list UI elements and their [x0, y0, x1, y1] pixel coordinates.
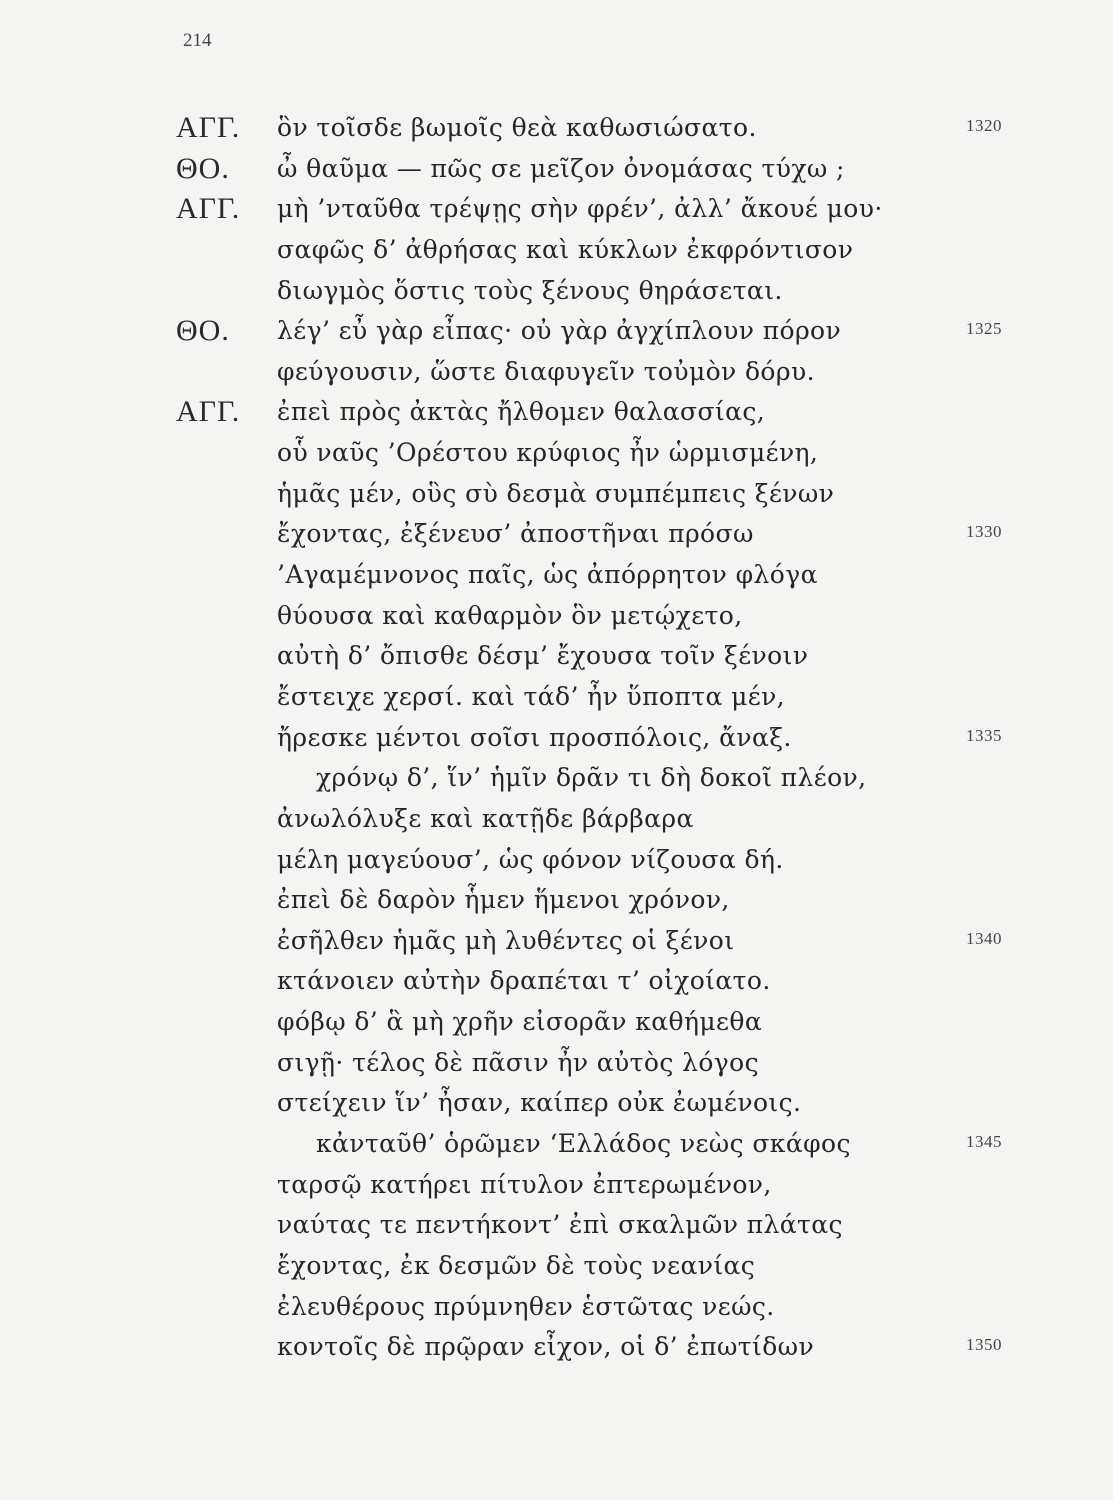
verse-line — [0, 921, 1113, 962]
verse-text: ἐπεὶ δὲ δαρὸν ἧμεν ἥμενοι χρόνον, — [277, 885, 730, 915]
verse-line — [0, 1165, 1113, 1206]
verse-line — [0, 230, 1113, 271]
verse-text: ἐλευθέρους πρύμνηθεν ἑστῶτας νεώς. — [277, 1291, 775, 1321]
verse-line — [0, 1043, 1113, 1084]
line-number: 1350 — [966, 1335, 1002, 1355]
verse-line — [0, 758, 1113, 799]
verse-text: ναύτας τε πεντήκοντ’ ἐπὶ σκαλμῶν πλάτας — [277, 1210, 843, 1240]
verse-text: οὗ ναῦς ’Ορέστου κρύφιος ἦν ὡρμισμένη, — [277, 438, 819, 468]
speaker-label: ΑΓΓ. — [176, 395, 241, 429]
verse-text: ὃν τοῖσδε βωμοῖς θεὰ καθωσιώσατο. — [277, 113, 757, 142]
verse-text: ὦ θαῦμα — πῶς σε μεῖζον ὀνομάσας τύχω ; — [277, 153, 845, 183]
verse-line — [0, 189, 1113, 230]
verse-text: ἀνωλόλυξε καὶ κατῇδε βάρβαρα — [277, 803, 694, 833]
verse-line — [0, 433, 1113, 474]
verse-line — [0, 1327, 1113, 1368]
verse-line — [0, 1287, 1113, 1328]
line-number: 1335 — [966, 725, 1002, 745]
verse-line — [0, 880, 1113, 921]
verse-text: ἔχοντας, ἐξένευσ’ ἀποστῆναι πρόσω — [277, 519, 754, 549]
verse-line — [0, 1083, 1113, 1124]
verse-line — [0, 840, 1113, 881]
verse-line — [0, 514, 1113, 555]
verse-line — [0, 311, 1113, 352]
verse-line — [0, 1246, 1113, 1287]
verse-text: μὴ ’νταῦθα τρέψῃς σὴν φρέν’, ἀλλ’ ἄκουέ μου· — [277, 194, 883, 224]
verse-text: ἐπεὶ πρὸς ἀκτὰς ἤλθομεν θαλασσίας, — [277, 397, 766, 427]
verse-text: χρόνῳ δ’, ἵν’ ἡμῖν δρᾶν τι δὴ δοκοῖ πλέον, — [316, 763, 867, 793]
verse-text: ταρσῷ κατήρει πίτυλον ἐπτερωμένον, — [277, 1169, 772, 1199]
verse-line — [0, 108, 1113, 149]
verse-text: ἡμᾶς μέν, οὓς σὺ δεσμὰ συμπέμπεις ξένων — [277, 478, 835, 508]
line-number: 1330 — [966, 522, 1002, 542]
verse-line — [0, 596, 1113, 637]
verse-text: ἔστειχε χερσί. καὶ τάδ’ ἦν ὕποπτα μέν, — [277, 681, 786, 711]
page-number: 214 — [183, 30, 212, 51]
verse-line — [0, 799, 1113, 840]
verse-line — [0, 961, 1113, 1002]
verse-text: κτάνοιεν αὐτὴν δραπέται τ’ οἰχοίατο. — [277, 966, 771, 996]
verse-line — [0, 1205, 1113, 1246]
verse-text: ἐσῆλθεν ἡμᾶς μὴ λυθέντες οἱ ξένοι — [277, 925, 735, 955]
speaker-label: ΘΟ. — [176, 151, 230, 185]
verse-line — [0, 555, 1113, 596]
verse-text: μέλη μαγεύουσ’, ὡς φόνον νίζουσα δή. — [277, 844, 784, 874]
verse-line — [0, 271, 1113, 312]
verse-text: κἀνταῦθ’ ὁρῶμεν ‘Ελλάδος νεὼς σκάφος — [316, 1129, 851, 1159]
verse-text: ἤρεσκε μέντοι σοῖσι προσπόλοις, ἄναξ. — [277, 722, 792, 752]
speaker-label: ΑΓΓ. — [176, 192, 241, 226]
verse-line — [0, 1124, 1113, 1165]
verse-line — [0, 392, 1113, 433]
verse-text: φεύγουσιν, ὥστε διαφυγεῖν τοὐμὸν δόρυ. — [277, 356, 815, 386]
verse-line — [0, 636, 1113, 677]
verse-text: θύουσα καὶ καθαρμὸν ὃν μετῴχετο, — [277, 600, 743, 630]
line-number: 1340 — [966, 928, 1002, 948]
verse-text: στείχειν ἵν’ ἦσαν, καίπερ οὐκ ἐωμένοις. — [277, 1088, 802, 1118]
verse-text: σιγῇ· τέλος δὲ πᾶσιν ἦν αὐτὸς λόγος — [277, 1047, 759, 1077]
verse-line — [0, 352, 1113, 393]
verse-block — [0, 108, 1113, 1368]
verse-line — [0, 1002, 1113, 1043]
verse-text: ἔχοντας, ἐκ δεσμῶν δὲ τοὺς νεανίας — [277, 1250, 756, 1280]
verse-text: κοντοῖς δὲ πρῷραν εἶχον, οἱ δ’ ἐπωτίδων — [277, 1332, 815, 1362]
verse-text: ’Αγαμέμνονος παῖς, ὡς ἀπόρρητον φλόγα — [277, 560, 818, 590]
verse-text: φόβῳ δ’ ἃ μὴ χρῆν εἰσορᾶν καθήμεθα — [277, 1007, 763, 1037]
verse-text: διωγμὸς ὅστις τοὺς ξένους θηράσεται. — [277, 275, 783, 305]
verse-text: λέγ’ εὖ γὰρ εἶπας· οὐ γὰρ ἀγχίπλουν πόρον — [277, 316, 842, 346]
speaker-label: ΑΓΓ. — [176, 111, 241, 144]
line-number: 1345 — [966, 1132, 1002, 1152]
verse-text: αὐτὴ δ’ ὄπισθε δέσμ’ ἔχουσα τοῖν ξένοιν — [277, 641, 809, 671]
verse-text: σαφῶς δ’ ἀθρήσας καὶ κύκλων ἐκφρόντισον — [277, 234, 854, 264]
verse-line — [0, 474, 1113, 515]
verse-line — [0, 677, 1113, 718]
line-number: 1325 — [966, 319, 1002, 339]
speaker-label: ΘΟ. — [176, 314, 230, 348]
verse-line — [0, 718, 1113, 759]
line-number: 1320 — [966, 116, 1002, 135]
verse-line — [0, 149, 1113, 190]
